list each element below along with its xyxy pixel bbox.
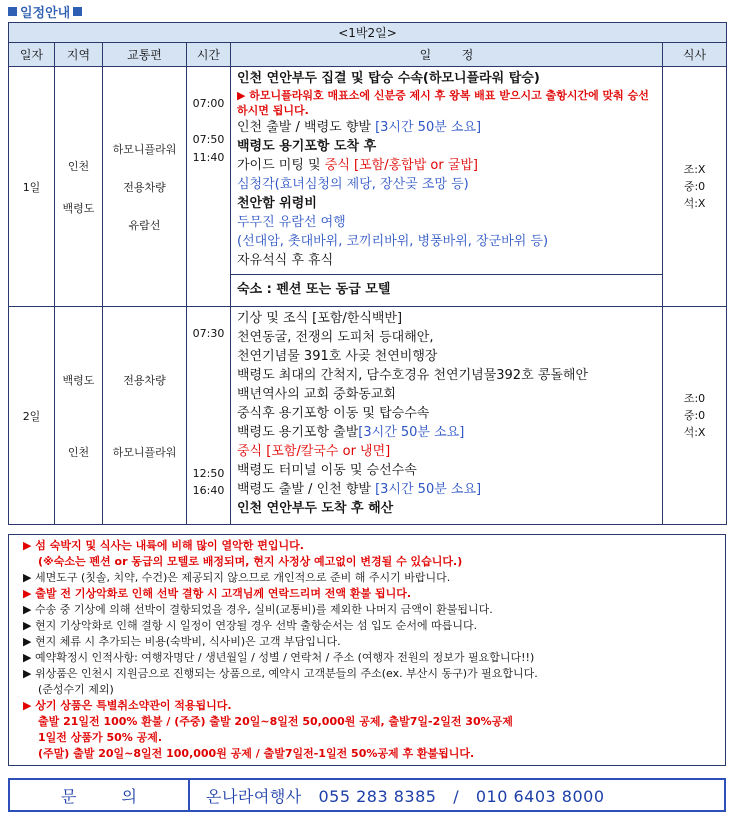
note: ▶ 상기 상품은 특별취소약관이 적용됩니다. [23, 699, 232, 712]
itinerary-line: 백령도 최대의 간척지, 담수호경유 천연기념물392호 콩돌해안 [237, 368, 588, 383]
day2-regions [55, 307, 103, 525]
day2-times [187, 307, 231, 525]
transport: 하모니플라워 [112, 445, 177, 459]
itinerary-line: 인천 연안부두 집결 및 탑승 수속(하모니플라워 탑승) [237, 71, 540, 86]
note: (준성수기 제외) [38, 683, 114, 696]
transport: 하모니플라워 [112, 142, 177, 156]
day1-transport [103, 67, 187, 307]
itinerary-line: 백령도 용기포항 출발[3시간 50분 소요] [237, 425, 465, 440]
region: 인천 [67, 159, 90, 173]
itinerary-line: 중식 [포함/칼국수 or 냉면] [237, 444, 391, 459]
itinerary-line: 기상 및 조식 [포함/한식백반] [237, 311, 403, 326]
day1-row [9, 67, 727, 307]
itinerary-line: (선대암, 촛대바위, 코끼리바위, 병풍바위, 장군바위 등) [237, 234, 549, 249]
section-title-text: 일정안내 [20, 5, 71, 21]
header-day: 일자 [9, 43, 55, 67]
section-title [8, 2, 82, 20]
meal-breakfast: 조:X [683, 163, 706, 176]
header-time: 시간 [187, 43, 231, 67]
itinerary-line: 천연기념물 391호 사곶 천연비행장 [237, 349, 438, 364]
note: ▶ 예약확정시 인적사항: 여행자명단 / 생년월일 / 성별 / 연락처 / 주소 (여행자 전원의 정보가 필요합니다!!) [23, 651, 535, 664]
day1-label: 1일 [9, 67, 55, 307]
time: 07:30 [192, 327, 225, 340]
day1-itinerary [231, 67, 663, 307]
square-bullet-icon [8, 7, 17, 16]
itinerary-line: 백령도 출발 / 인천 향발 [3시간 50분 소요] [237, 482, 482, 497]
meal-lunch: 중:0 [683, 409, 706, 422]
day1-regions [55, 67, 103, 307]
header-itinerary: 일 정 [231, 43, 663, 67]
day2-meals [663, 307, 727, 525]
itinerary-line: 백령도 터미널 이동 및 승선수속 [237, 463, 417, 478]
time: 07:00 [192, 97, 225, 110]
square-bullet-icon [73, 7, 82, 16]
header-transport: 교통편 [103, 43, 187, 67]
meal-lunch: 중:0 [683, 180, 706, 193]
itinerary-line: 자유석식 후 휴식 [237, 253, 334, 268]
itinerary-line: 천안함 위령비 [237, 196, 317, 211]
itinerary-line: 천연동굴, 전쟁의 도피처 등대해안, [237, 330, 434, 345]
note: ▶ 세면도구 (칫솔, 치약, 수건)은 제공되지 않으므로 개인적으로 준비 해 주시기 바랍니다. [23, 571, 451, 584]
note: ▶ 현지 기상악화로 인해 결항 시 일정이 연장될 경우 선박 출항순서는 섬 입도 순서에 따릅니다. [23, 619, 478, 632]
itinerary-line: 인천 연안부두 도착 후 해산 [237, 501, 394, 516]
boarding-notice: ▶ 하모니플라워호 매표소에 신분증 제시 후 왕복 배표 받으시고 출항시간에 맞춰 승선하시면 됩니다. [237, 89, 649, 117]
note: 출발 21일전 100% 환불 / (주중) 출발 20일~8일전 50,000원 공제, 출발7일-2일전 30%공제 [38, 715, 513, 728]
itinerary-line: 인천 출발 / 백령도 향발 [3시간 50분 소요] [237, 120, 482, 135]
contact-label: 문 의 [10, 780, 190, 810]
itinerary-line: 두무진 유람선 여행 [237, 215, 346, 230]
day1-times [187, 67, 231, 307]
itinerary-line: 심청각(효녀심청의 제당, 장산곶 조망 등) [237, 177, 469, 192]
note: ▶ 섬 숙박지 및 식사는 내륙에 비해 많이 열악한 편입니다. [23, 539, 304, 552]
transport: 전용차량 [123, 180, 166, 194]
note: (※숙소는 펜션 or 동급의 모텔로 배정되며, 현지 사정상 예고없이 변경될 수 있습니다.) [38, 555, 463, 568]
day1-meals [663, 67, 727, 307]
time: 07:50 [192, 133, 225, 146]
itinerary-line: 백년역사의 교회 중화동교회 [237, 387, 396, 402]
time: 11:40 [192, 151, 225, 164]
day2-itinerary [231, 307, 663, 525]
itinerary-line: 백령도 용기포항 도착 후 [237, 139, 377, 154]
meal-dinner: 석:X [683, 197, 706, 210]
time: 16:40 [192, 484, 225, 497]
notes-box [8, 534, 726, 766]
meal-breakfast: 조:0 [683, 392, 706, 405]
header-meals: 식사 [663, 43, 727, 67]
time: 12:50 [192, 467, 225, 480]
note: ▶ 수송 중 기상에 의해 선박이 결항되었을 경우, 실비(교통비)를 제외한 나머지 금액이 환불됩니다. [23, 603, 493, 616]
note: ▶ 현지 체류 시 추가되는 비용(숙박비, 식사비)은 고객 부담입니다. [23, 635, 341, 648]
region: 인천 [67, 445, 90, 459]
note: 1일전 상품가 50% 공제. [38, 731, 163, 744]
note: ▶ 위상품은 인천시 지원금으로 진행되는 상품으로, 예약시 고객분들의 주소(ex. 부산시 동구)가 필요합니다. [23, 667, 538, 680]
trip-length-label: <1박2일> [9, 23, 727, 43]
region: 백령도 [62, 373, 95, 387]
contact-box [8, 778, 726, 812]
region: 백령도 [62, 201, 95, 215]
note: ▶ 출발 전 기상악화로 인해 선박 결항 시 고객님께 연락드리며 전액 환불 됩니다. [23, 587, 411, 600]
itinerary-line: 가이드 미팅 및 중식 [포함/홍합밥 or 굴밥] [237, 158, 479, 173]
day2-transport [103, 307, 187, 525]
day2-row [9, 307, 727, 525]
meal-dinner: 석:X [683, 426, 706, 439]
itinerary-line: 중식후 용기포항 이동 및 탑승수속 [237, 406, 430, 421]
day2-label: 2일 [9, 307, 55, 525]
header-region: 지역 [55, 43, 103, 67]
contact-info: 온나라여행사 055 283 8385 / 010 6403 8000 [206, 786, 605, 806]
schedule-table [8, 22, 727, 525]
transport: 유람선 [128, 218, 161, 232]
lodging-info: 숙소 : 펜션 또는 동급 모텔 [231, 274, 662, 300]
transport: 전용차량 [123, 373, 166, 387]
note: (주말) 출발 20일~8일전 100,000원 공제 / 출발7일전-1일전 50%공제 후 환불됩니다. [38, 747, 475, 760]
